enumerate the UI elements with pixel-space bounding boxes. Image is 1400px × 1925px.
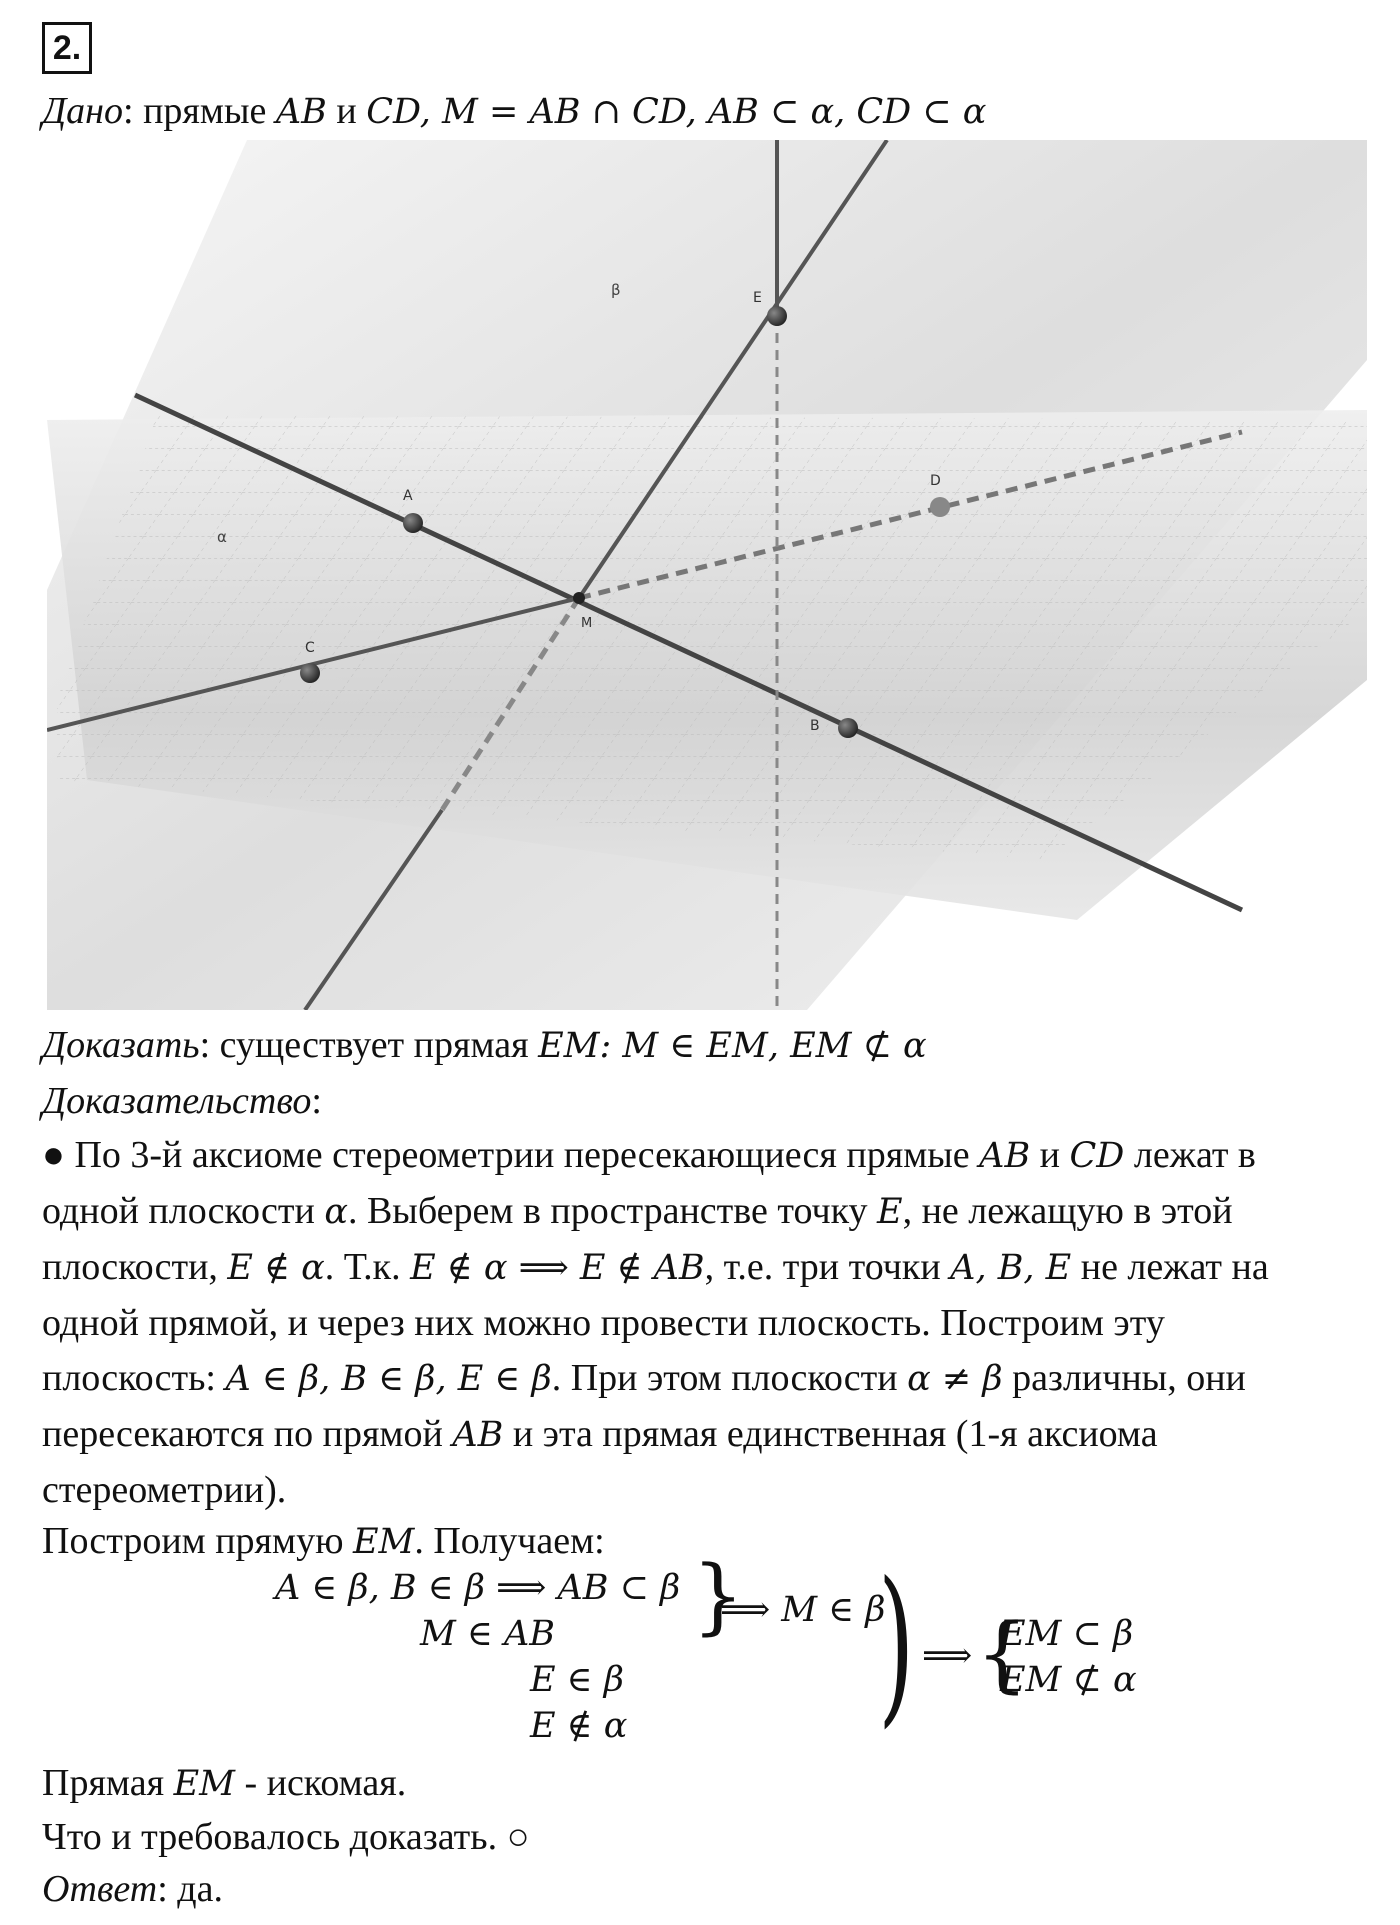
construct-line xyxy=(42,1518,605,1566)
proof-math: AB xyxy=(979,1136,1031,1176)
point-d xyxy=(930,497,950,517)
proof-text: одной плоскости xyxy=(42,1190,325,1232)
proof-text: различны, они xyxy=(1002,1357,1246,1399)
proof-text: лежат в xyxy=(1124,1134,1256,1176)
prove-colon: : xyxy=(199,1024,220,1066)
proof-math: AB xyxy=(452,1415,504,1455)
label-b: B xyxy=(810,718,820,734)
conclusion-line xyxy=(42,1760,406,1808)
prove-text: существует прямая xyxy=(219,1024,539,1066)
answer-line xyxy=(42,1866,223,1914)
result-1: EM ⊂ β xyxy=(1000,1614,1134,1654)
proof-text: . Выберем в пространстве точку xyxy=(347,1190,878,1232)
label-e: E xyxy=(753,290,762,306)
prove-line xyxy=(42,1022,927,1070)
proof-text: . Т.к. xyxy=(324,1246,411,1288)
given-colon: : xyxy=(123,90,144,132)
label-alpha: α xyxy=(217,528,227,546)
proof-text: плоскости, xyxy=(42,1246,228,1288)
system-row-3: E ∈ β xyxy=(530,1660,624,1700)
geometry-figure xyxy=(47,140,1367,1010)
proof-line-1 xyxy=(42,1128,1342,1184)
qed-line: Что и требовалось доказать. ○ xyxy=(42,1816,530,1858)
proof-label: Доказательство xyxy=(42,1080,312,1122)
outer-right-brace: ) xyxy=(878,1546,915,1744)
proof-line-3 xyxy=(42,1240,1342,1296)
proof-math: E ∉ α ⟹ E ∉ AB xyxy=(410,1248,705,1288)
label-m: M xyxy=(581,616,593,631)
point-a xyxy=(403,513,423,533)
proof-text: . При этом плоскости xyxy=(551,1357,908,1399)
conclusion-math: EM xyxy=(173,1764,235,1804)
label-c: C xyxy=(305,640,315,656)
point-m xyxy=(573,592,585,604)
construct-rest: . Получаем: xyxy=(414,1520,605,1562)
proof-text: и xyxy=(1030,1134,1070,1176)
conclusion-text: Прямая xyxy=(42,1762,174,1804)
proof-math: α xyxy=(324,1192,348,1232)
problem-number: 2. xyxy=(42,22,92,74)
result-left-brace: { xyxy=(976,1607,1029,1702)
given-label: Дано xyxy=(42,90,124,132)
proof-math: CD xyxy=(1069,1136,1125,1176)
conclusion-text-2: - искомая. xyxy=(234,1762,407,1804)
result-2: EM ⊄ α xyxy=(1000,1660,1137,1700)
system-row-4: E ∉ α xyxy=(530,1706,628,1746)
label-a: A xyxy=(403,488,413,504)
proof-line-6 xyxy=(42,1407,1342,1463)
proof-line-2 xyxy=(42,1184,1342,1240)
point-b xyxy=(838,718,858,738)
proof-colon: : xyxy=(311,1080,322,1122)
given-math: CD, M = AB ∩ CD, AB ⊂ α, CD ⊂ α xyxy=(366,92,987,132)
point-e xyxy=(767,306,787,326)
proof-math: α ≠ β xyxy=(907,1359,1003,1399)
proof-math: A, B, E xyxy=(950,1248,1072,1288)
proof-math: E xyxy=(877,1192,903,1232)
proof-text: , т.е. три точки xyxy=(704,1246,951,1288)
label-beta: β xyxy=(611,281,621,299)
proof-text: плоскость: xyxy=(42,1357,226,1399)
answer-colon: : xyxy=(157,1868,178,1910)
given-and: и xyxy=(326,90,367,132)
prove-label: Доказать xyxy=(42,1024,200,1066)
proof-label-line xyxy=(42,1078,322,1126)
label-d: D xyxy=(930,473,941,489)
proof-text: пересекаются по прямой xyxy=(42,1413,453,1455)
proof-text: ● По 3-й аксиоме стереометрии пересекающиеся прямые xyxy=(42,1134,980,1176)
given-line xyxy=(42,88,986,136)
system-arrow: ⟹ xyxy=(922,1636,973,1676)
proof-line-4: одной прямой, и через них можно провести плоскость. Построим эту xyxy=(42,1302,1165,1344)
system-mid: ⟹ M ∈ β xyxy=(720,1590,886,1630)
proof-math: A ∈ β, B ∈ β, E ∈ β xyxy=(225,1359,552,1399)
proof-paragraph xyxy=(42,1128,1342,1518)
construct-text: Построим прямую xyxy=(42,1520,353,1562)
proof-line-7: стереометрии). xyxy=(42,1469,287,1511)
inner-right-brace: } xyxy=(692,1549,745,1644)
answer-label: Ответ xyxy=(42,1868,158,1910)
proof-text: , не лежащую в этой xyxy=(902,1190,1233,1232)
point-c xyxy=(300,663,320,683)
given-ab: AB xyxy=(275,92,327,132)
given-text: прямые xyxy=(143,90,276,132)
proof-text: не лежат на xyxy=(1071,1246,1269,1288)
system-row-2: M ∈ AB xyxy=(420,1614,555,1654)
system-row-1: A ∈ β, B ∈ β ⟹ AB ⊂ β xyxy=(275,1568,681,1608)
proof-line-5 xyxy=(42,1351,1342,1407)
proof-math: E ∉ α xyxy=(227,1248,325,1288)
answer-value: да. xyxy=(177,1868,223,1910)
construct-math: EM xyxy=(352,1522,415,1562)
proof-text: и эта прямая единственная (1-я аксиома xyxy=(503,1413,1158,1455)
prove-math: EM: M ∈ EM, EM ⊄ α xyxy=(538,1026,927,1066)
